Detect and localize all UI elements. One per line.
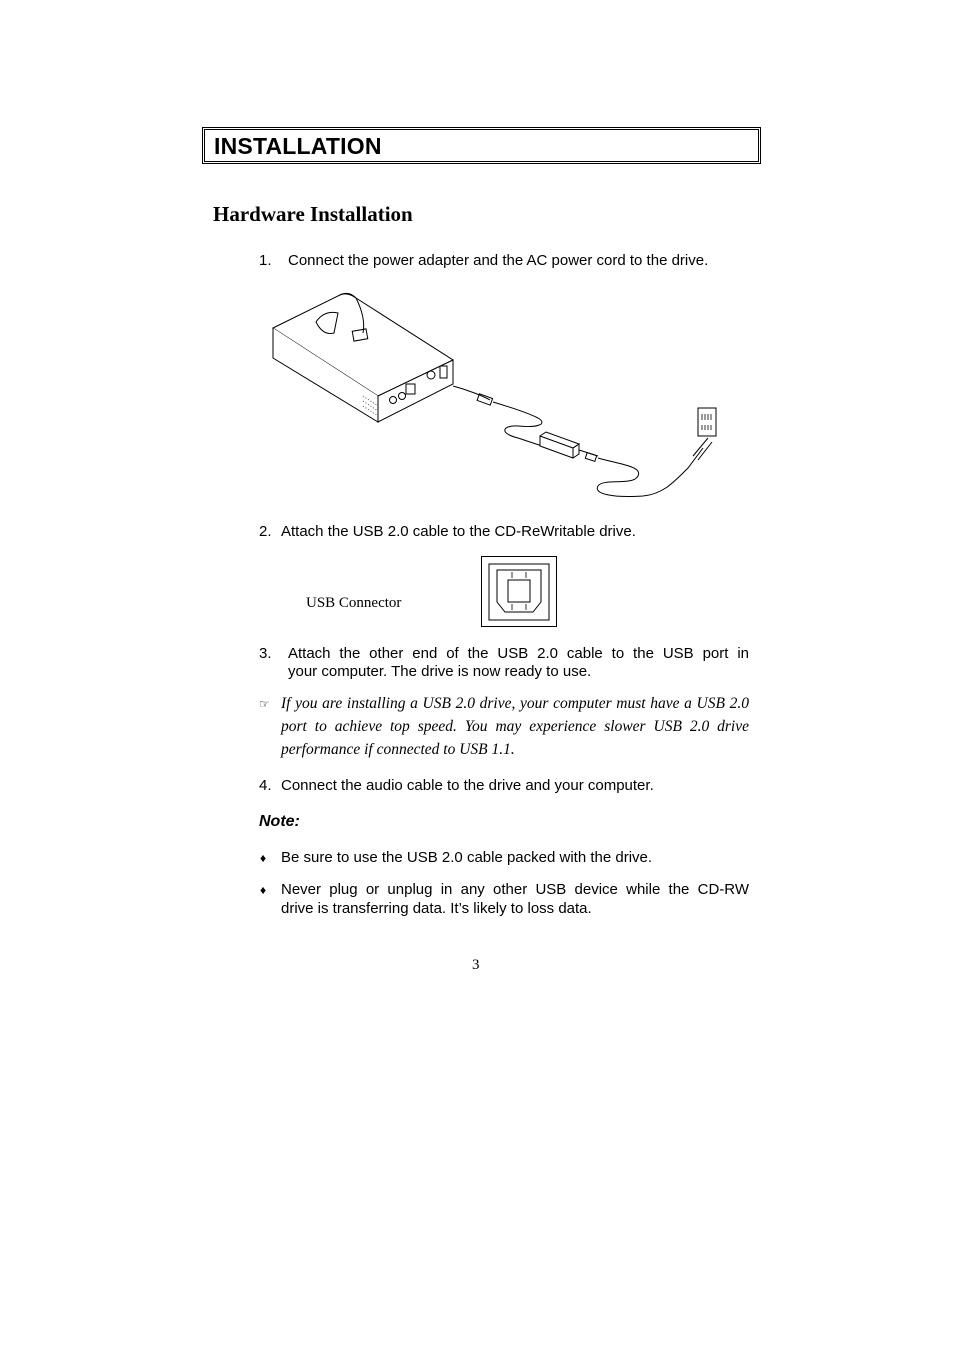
usb-connector-icon: [481, 556, 557, 627]
page-number: 3: [472, 957, 480, 973]
step-1-number: 1.: [259, 252, 272, 269]
note-bullet-2-line2: drive is transferring data. It’s likely to loss data.: [281, 900, 592, 917]
note-bullet-1: Be sure to use the USB 2.0 cable packed with the drive.: [281, 849, 653, 866]
note-label: Note:: [259, 813, 300, 830]
note-bullet-2-line1: Never plug or unplug in any other USB device while the CD-RW: [281, 881, 749, 898]
subheading: Hardware Installation: [213, 202, 413, 226]
step-2-text: Attach the USB 2.0 cable to the CD-ReWritable drive.: [281, 523, 636, 540]
step-3-text-line2: your computer. The drive is now ready to use.: [288, 663, 592, 680]
usb-connector-label: USB Connector: [306, 595, 402, 611]
step-3-number: 3.: [259, 645, 272, 662]
bullet-diamond-icon: ♦: [260, 883, 267, 897]
usb-speed-tip: If you are installing a USB 2.0 drive, your computer must have a USB 2.0 port to achieve top speed. You may experience slower USB 2.0 drive performance if connected to USB 1.1.: [281, 695, 749, 758]
step-3-text-line1: Attach the other end of the USB 2.0 cable to the USB port in: [288, 645, 749, 662]
section-header-box: [202, 127, 761, 164]
bullet-diamond-icon: ♦: [260, 851, 267, 865]
step-1-text: Connect the power adapter and the AC power cord to the drive.: [288, 252, 709, 269]
step-4-text: Connect the audio cable to the drive and your computer.: [281, 777, 654, 794]
step-2-number: 2.: [259, 523, 272, 540]
step-4-number: 4.: [259, 777, 272, 794]
pointing-hand-icon: ☞: [259, 697, 270, 711]
drive-power-illustration: [268, 288, 724, 504]
section-title: INSTALLATION: [214, 133, 382, 159]
